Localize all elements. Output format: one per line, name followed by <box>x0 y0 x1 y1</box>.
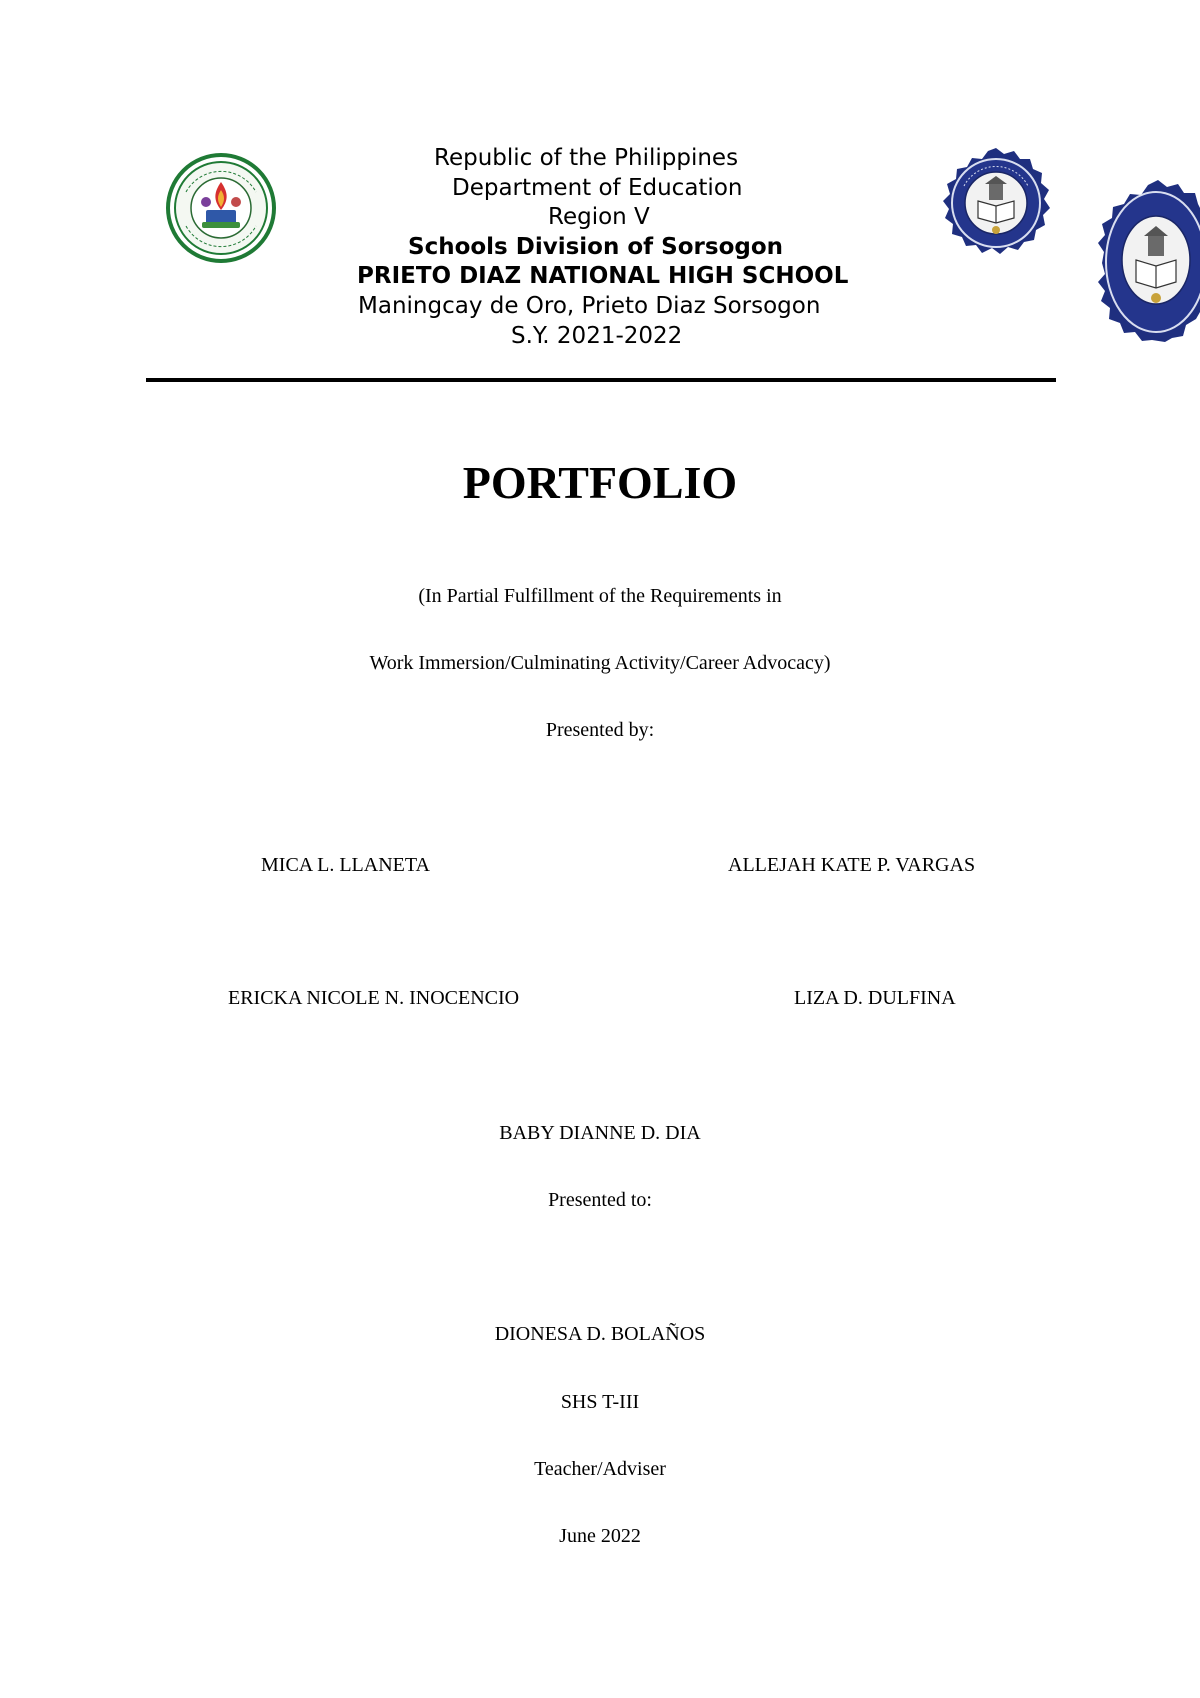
adviser-name: DIONESA D. BOLAÑOS <box>494 1323 706 1345</box>
student-name: ALLEJAH KATE P. VARGAS <box>728 854 976 876</box>
header-region: Region V <box>548 204 650 230</box>
purpose-line-1: (In Partial Fulfillment of the Requirements in <box>418 585 782 607</box>
deped-sorsogon-seal-icon <box>166 152 276 264</box>
student-name: BABY DIANNE D. DIA <box>499 1122 701 1144</box>
document-title: PORTFOLIO <box>462 457 738 508</box>
prieto-diaz-nhs-seal-icon <box>1090 178 1200 342</box>
header-department: Department of Education <box>452 175 743 201</box>
presented-by-label: Presented by: <box>545 719 655 741</box>
header-republic: Republic of the Philippines <box>434 145 739 171</box>
student-name: MICA L. LLANETA <box>261 854 430 876</box>
presented-to-label: Presented to: <box>548 1189 652 1211</box>
header-address: Maningcay de Oro, Prieto Diaz Sorsogon <box>358 293 821 319</box>
student-name: ERICKA NICOLE N. INOCENCIO <box>228 987 520 1009</box>
header-division: Schools Division of Sorsogon <box>408 234 784 260</box>
header-divider <box>146 378 1056 382</box>
student-name: LIZA D. DULFINA <box>794 987 956 1009</box>
purpose-line-2: Work Immersion/Culminating Activity/Career Advocacy) <box>369 652 831 674</box>
adviser-role: Teacher/Adviser <box>534 1458 666 1480</box>
document-date: June 2022 <box>559 1525 641 1547</box>
header-school-name: PRIETO DIAZ NATIONAL HIGH SCHOOL <box>357 263 849 289</box>
adviser-position: SHS T-III <box>560 1391 640 1413</box>
header-school-year: S.Y. 2021-2022 <box>511 323 683 349</box>
prieto-diaz-nhs-seal-icon <box>938 146 1054 262</box>
